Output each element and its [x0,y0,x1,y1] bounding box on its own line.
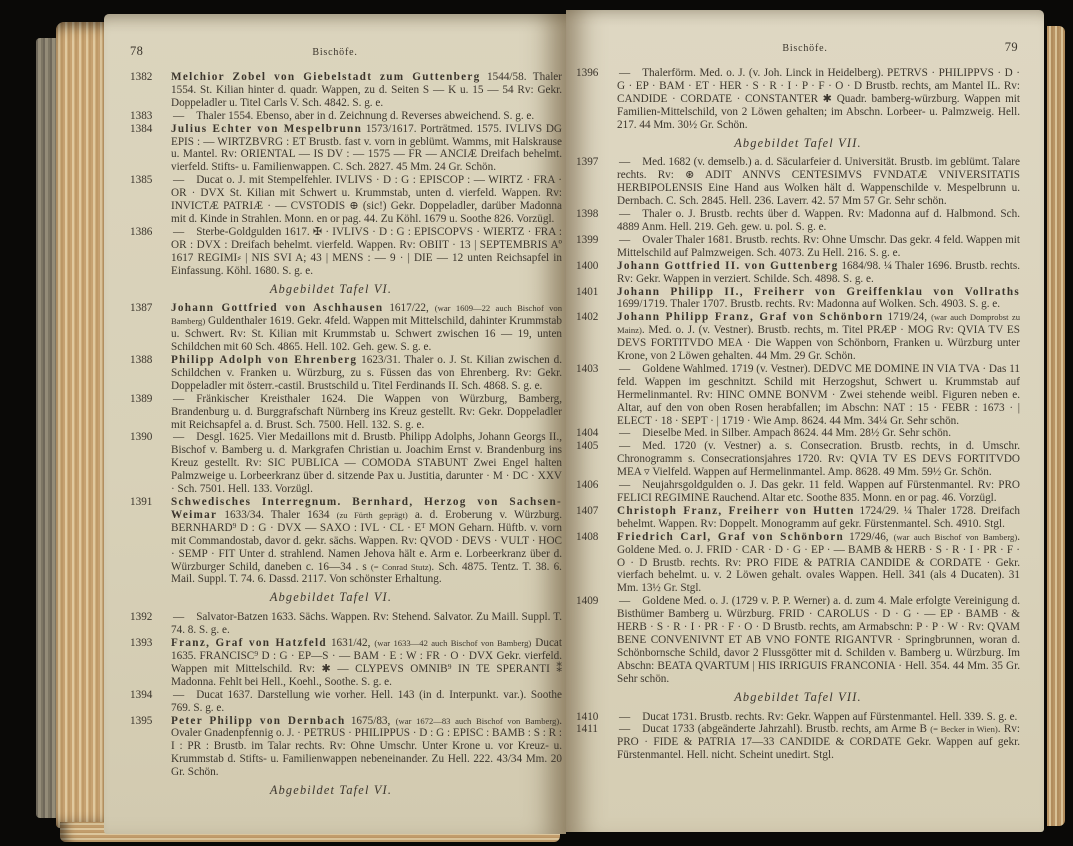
entry-number: 1401 [576,285,599,298]
catalog-entry [130,354,562,393]
catalog-entry [130,689,562,715]
entry-text: — Goldene Wahlmed. 1719 (v. Vestner). DEDVC ME DOMINE IN VIA TVA · Das 11 feld. Wappen im geschnitzt. Schild mit Herzogshut, Schwert u. Krummstab auf Hermelinmantel. Rv: HINC OMNE BONVM · Zwei stehende weibl. Figuren neben e. Altar, auf den von oben Rosen herabfallen; im Abschn: NAT : 15 · FEBR : 1673 · | ELECT · 18 · SEPT · | 1719 · Wie Amp. 8624. 44 Mm. 34¼ Gr. Sehr schön. [617,362,1020,427]
entry-text: — Ducat 1733 (abgeänderte Jahrzahl). Brustb. rechts, am Arme B (= Becker in Wien). Rv: PRO · FIDE & PATRIA 17—33 CANDIDE & CORDATE Gekr. Wappen auf gekr. Fürstenmantel. Hell. nicht. Scheint unedirt. Stgl. [617,723,1020,762]
entry-text: Christoph Franz, Freiherr von Hutten 1724/29. ¼ Thaler 1728. Dreifach behelmt. Wappen. Rv: Doppelt. Monogramm auf gekr. Fürstenmantel. Sch. 4910. Stgl. [617,504,1021,530]
catalog-entry [576,311,1020,363]
entry-number: 1404 [576,427,599,440]
entry-footnote: (zu Fürth geprägt) [336,509,408,520]
entry-text: — Salvator-Batzen 1633. Sächs. Wappen. Rv: Stehend. Salvator. Zu Maill. Suppl. T. 74. 8. S. g. e. [171,611,562,637]
entry-footnote: (war 1672—83 auch Bischof von Bamberg) [395,715,560,726]
catalog-entry [576,711,1020,724]
ditto-dash: — [173,392,185,405]
entry-footnote: (war auch Domprobst zu Mainz) [617,312,1020,336]
entry-person-name: Johann Philipp Franz, Graf von Schönborn [617,311,884,324]
entry-person-name: Schwedisches Interregnum. Bernhard, Herzog von Sachsen-Weimar [171,496,562,521]
entry-number: 1405 [576,440,599,453]
ditto-dash: — [619,595,631,608]
entry-footnote: (war 1609—22 auch Bischof von Bamberg) [171,303,563,327]
ditto-dash: — [173,174,185,187]
entry-person-name: Johann Philipp II., Freiherr von Greiffenklau von Vollraths [617,285,1020,298]
entry-footnote: (= Becker in Wien) [930,724,998,735]
entry-number: 1403 [576,362,599,375]
entry-number: 1411 [576,723,598,736]
ditto-dash: — [173,109,185,122]
catalog-entry [576,595,1020,685]
entry-person-name: Christoph Franz, Freiherr von Hutten [617,504,855,517]
entry-number: 1386 [130,225,153,238]
catalog-entry [130,715,562,780]
page-header-right [592,40,1018,55]
entry-person-name: Johann Gottfried von Aschhausen [171,302,384,315]
entry-text: — Fränkischer Kreisthaler 1624. Die Wappen von Würzburg, Bamberg, Brandenburg u. d. Burggrafschaft Nürnberg ins Kreuz gestellt. Rv: Gekr. Doppeladler mit Reichsapfel a. d. Brust. Sch. 7500. Hell. 132. S. g. e. [171,392,562,431]
ditto-dash: — [173,431,185,444]
entry-text: Peter Philipp von Dernbach 1675/83, (war 1672—83 auch Bischof von Bamberg). Ovaler Gnadenpfennig o. J. · PETRUS · PHILIPPUS · D : G : EPISC : BAMB : S : R : I : PR : Brustb. im Talar rechts. Rv: Ohne Umschr. Unter Krone u. vor Kreuz- u. Krummstab d. Stifts- u. Familienwappen nebeneinander. Zu Hell. 222. 43/34 Mm. 20 Gr. Schön. [171,714,563,779]
entry-person-name: Julius Echter von Mespelbrunn [171,122,363,135]
catalog-entries-right [576,67,1020,762]
catalog-entry [576,723,1020,762]
entry-text: — Med. 1682 (v. demselb.) a. d. Säcularfeier d. Universität. Brustb. im geblümt. Talare rechts. Rv: ⊛ ADIT ANNVS CENTESIMVS FVNDATÆ VNIVERSITATIS HERBIPOLENSIS Eine Hand aus Wolken hält d. Wappenschilde v. Mespelbrunn u. Dernbach. C. Sch. 2845. Hell. 236. Laverr. 42. 57 Mm 57 Gr. Sehr schön. [617,156,1020,208]
ditto-dash: — [619,440,631,453]
catalog-entry [130,611,562,637]
catalog-entry [576,427,1020,440]
catalog-entry [576,286,1020,312]
catalog-entry [576,479,1020,505]
catalog-entry [576,531,1020,596]
entry-number: 1394 [130,688,153,701]
ditto-dash: — [619,479,631,492]
entry-number: 1392 [130,611,153,624]
entry-text: — Ducat 1731. Brustb. rechts. Rv: Gekr. Wappen auf Fürstenmantel. Hell. 339. S. g. e. [619,710,1018,723]
book-page-right [566,10,1044,832]
book-page-left [104,14,566,834]
entry-text: — Ducat 1637. Darstellung wie vorher. Hell. 143 (in d. Interpunkt. var.). Soothe 769. S. g. e. [171,688,562,714]
ditto-dash: — [619,723,631,736]
entry-text: — Thalerförm. Med. o. J. (v. Joh. Linck in Heidelberg). PETRVS · PHILIPPVS · D · G · EP · BAM · ET · HER · S · R · I · P · F · O · D Brustb. rechts, am Mantel IL. Rv: CANDIDE · CORDATE · CONSTANTER ✱ Quadr. bamberg-würzburg. Wappen mit Familien-Mittelschild, von 2 Löwen gehalten; im Abschn. Lorbeer- u. Palmzweig. Hell. 217. 44 Mm. 30½ Gr. Schön. [617,67,1020,131]
entry-person-name: Friedrich Carl, Graf von Schönborn [617,530,845,543]
entry-number: 1400 [576,259,599,272]
ditto-dash: — [619,208,631,221]
entry-number: 1382 [130,71,153,83]
running-header-right: Bischöfe. [782,43,828,54]
catalog-entry [576,156,1020,208]
ditto-dash: — [619,427,631,440]
ditto-dash: — [173,225,185,238]
ditto-dash: — [619,156,631,169]
page-stack-fore-edge-left [56,22,106,828]
entry-person-name: Peter Philipp von Dernbach [171,714,346,727]
entry-footnote: (= Conrad Stutz) [370,561,432,572]
catalog-entry [130,110,562,123]
catalog-entry [130,174,562,226]
entry-person-name: Melchior Zobel von Giebelstadt zum Guttenberg [171,71,481,83]
entry-text: — Neujahrsgoldgulden o. J. Das gekr. 11 feld. Wappen auf Fürstenmantel. Rv: PRO FELICI REGIMINE Rauchend. Altar etc. Soothe 835. Monn. en or pag. 46. Vorzügl. [617,479,1020,504]
catalog-entry [576,234,1020,260]
ditto-dash: — [619,233,631,246]
entry-text: Johann Philipp Franz, Graf von Schönborn 1719/24, (war auch Domprobst zu Mainz). Med. o. J. (v. Vestner). Brustb. rechts, m. Titel PRÆP · MOG Rv: QVIA TV ES DEVS FORTITVDO MEA · Die Wappen von Schönborn, Franken u. Würzburg unter Krone, von 2 Löwen gehalten. 44 Mm. 29 Gr. Schön. [617,311,1020,363]
entry-footnote: (war auch Bischof von Bamberg) [893,531,1018,542]
entry-text: — Goldene Med. o. J. (1729 v. P. P. Werner) a. d. zum 4. Male erfolgte Vereinigung d. Bisthümer Bamberg u. Würzburg. FRID · CAROLUS · D · G · — EP · BAMB · & HERB · S · R · I · PR · F · O · D Brustb. rechts, am Armabschn: P · P · W · Rv: QVAM BENE CONVENIVNT ET AB VNO FONTE RIGANTVR · Springbrunnen, woran d. Schönbornsche Schild, davor 2 Flussgötter mit d. Schilden v. Bamberg u. Würzburg. Im Abschn: BEATA QVARTUM | HIS IRRIGUIS FRANCONIA · Hell. 354. 44 Mm. 35 Gr. Sehr schön. [617,595,1020,685]
entry-text: Schwedisches Interregnum. Bernhard, Herzog von Sachsen-Weimar 1633/34. Thaler 1634 (zu Fürth geprägt) a. d. Eroberung v. Würzburg. BERNHARD⁹ D : G · DVX — SAXO : IVL · CL · Eᵀ MON Geharn. Hüftb. v. vorn mit Commandostab, davor d. gekr. sächs. Wappen. Rv: QVOD · DEVS · VULT · HOC · SEMP · FIT Unter d. strahlend. Namen Jehova hält e. Arm e. Lorbeerkranz über d. Würzburger Schild, daneben c. 16—34 . s (= Conrad Stutz). Sch. 4875. Tentz. T. 38. 6. Mail. Suppl. T. 74. 6. Dassd. 2117. Von schönster Erhaltung. [171,496,563,586]
entry-number: 1406 [576,479,599,492]
book-spine-edge [36,38,58,818]
entry-text: Franz, Graf von Hatzfeld 1631/42, (war 1633—42 auch Bischof von Bamberg) Ducat 1635. FRANCISC⁹ D : G · EP—S · — BAM · E : W : FR · O · DVX Gekr. vierfeld. Wappen mit Mittelschild. Rv: ✱ — CLYPEVS OMNIB⁹ IN TE SPERANTI ⁑ Madonna. Fehlt bei Hell., Koehl., Soothe. S. g. e. [171,637,562,688]
entry-text: — Med. 1720 (v. Vestner) a. s. Consecration. Brustb. rechts, in d. Umschr. Chronogramm s. Consecrationsjahres 1720. Rv: QVIA TV ES DEVS FORTITVDO MEA ▿ Vielfeld. Wappen auf Hermelinmantel. Amp. 8628. 49 Mm. 59½ Gr. Schön. [617,440,1020,479]
entry-number: 1408 [576,530,599,543]
ditto-dash: — [619,710,631,723]
catalog-entry [130,431,562,496]
catalog-entry [576,208,1020,234]
entry-text: Johann Philipp II., Freiherr von Greiffenklau von Vollraths 1699/1719. Thaler 1707. Brustb. rechts. Rv: Madonna auf Wolken. Sch. 4903. S. g. e. [617,285,1020,311]
catalog-entry [130,393,562,432]
entry-number: 1409 [576,595,599,608]
entry-number: 1399 [576,233,599,246]
catalog-entries-left [130,71,562,797]
catalog-entry [576,363,1020,428]
catalog-entry [130,71,562,110]
page-header-left [130,44,540,59]
catalog-entry [576,440,1020,479]
entry-person-name: Franz, Graf von Hatzfeld [171,637,327,650]
entry-number: 1385 [130,174,153,187]
catalog-entry [576,505,1020,531]
page-number-left: 78 [130,44,144,58]
page-stack-edge-right [1047,26,1065,826]
entry-text: Friedrich Carl, Graf von Schönborn 1729/46, (war auch Bischof von Bamberg). Goldene Med. o. J. FRID · CAR · D · G · EP · — BAMB & HERB · S · R · I · PR · F · O · D Brustb. rechts. Rv: PRO FIDE & PATRIA CANDIDE & CORDATE · Gekr. vierfach behelmt. u. v. 2 Löwen gehalt. ovales Wappen. Hell. 341 (als 4 Ducaten). 31 Mm. 13½ Gr. Stgl. [617,530,1020,595]
entry-number: 1395 [130,714,153,727]
plate-caption: Abgebildet Tafel VI. [269,590,393,605]
running-header-left: Bischöfe. [312,47,358,58]
entry-number: 1384 [130,122,153,135]
catalog-entry [576,67,1020,132]
entry-number: 1410 [576,710,599,723]
catalog-entry [130,226,562,278]
entry-text: Melchior Zobel von Giebelstadt zum Guttenberg 1544/58. Thaler 1554. St. Kilian hinter d. quadr. Wappen, zu d. Seiten S — K u. 15 — 54 Rv: Gekr. Doppeladler u. Titel Carls V. Sch. 4842. S. g. e. [171,71,562,109]
entry-number: 1393 [130,637,153,650]
catalog-entry [130,637,562,689]
plate-caption: Abgebildet Tafel VI. [269,281,393,296]
ditto-dash: — [619,67,631,79]
catalog-entry [130,302,562,354]
plate-caption: Abgebildet Tafel VII. [734,135,862,150]
entry-number: 1397 [576,156,599,169]
ditto-dash: — [173,611,185,624]
entry-number: 1407 [576,504,599,517]
entry-person-name: Johann Gottfried II. von Guttenberg [617,259,839,272]
entry-text: — Sterbe-Goldgulden 1617. ✠ · IVLIVS · D : G : EPISCOPVS · WIERTZ · FRA : OR : DVX : Dreifach behelmt. vierfeld. Wappen. Rv: OBIIT · 13 | SEPTEMBRIS Aº 1617 REGIMI⸗ | NIS SVI A; 43 | MENS : — 9 · | DIE — 12 unten Reichsapfel in Einfassung. Köhl. 1680. S. g. e. [171,225,562,277]
ditto-dash: — [173,688,185,701]
entry-number: 1391 [130,496,153,508]
entry-text: — Thaler 1554. Ebenso, aber in d. Zeichnung d. Reverses abweichend. S. g. e. [173,109,535,122]
entry-number: 1389 [130,392,153,405]
entry-text: — Thaler o. J. Brustb. rechts über d. Wappen. Rv: Madonna auf d. Halbmond. Sch. 4889 Anm. Hell. 219. Geh. gew. u. pol. S. g. e. [617,208,1020,233]
entry-text: Julius Echter von Mespelbrunn 1573/1617. Porträtmed. 1575. IVLIVS DG EPIS : — WIRTZBVRG : ET Brustb. fast v. vorn in geblümt. Wamms, mit Halskrause u. Mantel. Rv: ORIENTAL — IS DV : — 1575 — FR — ANCIÆ Dreifach behelmt. vierfeld. Stifts- u. Familienwappen. C. Sch. 2827. 45 Mm. 24 Gr. Schön. [171,122,562,174]
page-number-right: 79 [1004,40,1018,54]
entry-number: 1387 [130,302,153,315]
entry-text: Philipp Adolph von Ehrenberg 1623/31. Thaler o. J. St. Kilian zwischen d. Schildchen v. Franken u. Würzburg, zu s. Füssen das von Ehrenberg. Rv: Gekr. Doppeladler mit österr.-castil. Brustschild u. Titel Ferdinands II. Sch. 4868. S. g. e. [171,354,562,392]
plate-caption: Abgebildet Tafel VII. [734,689,862,704]
entry-person-name: Philipp Adolph von Ehrenberg [171,354,358,367]
catalog-entry [130,496,562,586]
entry-number: 1402 [576,311,599,324]
entry-text: Johann Gottfried von Aschhausen 1617/22, (war 1609—22 auch Bischof von Bamberg) Guldenthaler 1619. Gekr. 4feld. Wappen mit Mittelschild, dahinter Krummstab u. Schwert. Rv: St. Kilian mit Krummstab u. Schwert zwischen 16 — 19, unten Schildchen mit 60 Sch. 4865. Hell. 102. Geh. gew. S. g. e. [171,302,563,354]
entry-text: — Ducat o. J. mit Stempelfehler. IVLIVS · D : G : EPISCOP : — WIRTZ · FRA · OR · DVX St. Kilian mit Schwert u. Krummstab, unten d. vierfeld. Wappen. Rv: INVICTÆ PATRIÆ · — CVSTODIS ⊕ (sic!) Gekr. Doppeladler, darüber Madonna mit d. Kinde in Strahlen. Monn. en or pag. 44. Zu Köhl. 1679 u. Soothe 826. Vorzügl. [171,174,562,225]
entry-number: 1390 [130,431,153,444]
entry-footnote: (war 1633—42 auch Bischof von Bamberg) [374,638,532,649]
plate-caption: Abgebildet Tafel VI. [269,783,393,798]
entry-text: — Desgl. 1625. Vier Medaillons mit d. Brustb. Philipp Adolphs, Johann Georgs II., Bischof v. Bamberg u. d. Markgrafen Christian u. Joachim Ernst v. Brandenburg ins Kreuz gestellt. Rv: SIC PUBLICA — COMODA STABUNT Zwei Engel halten Palmzweige u. Lorbeerkranz über d. sitzende Pax u. Justitia, darunter · M · DC · XXV · Sch. 7501. Hell. 133. Vorzügl. [171,431,562,496]
entry-text: — Dieselbe Med. in Silber. Ampach 8624. 44 Mm. 28½ Gr. Sehr schön. [619,427,952,440]
entry-number: 1396 [576,67,599,79]
entry-number: 1388 [130,354,153,367]
catalog-entry [576,260,1020,286]
entry-text: Johann Gottfried II. von Guttenberg 1684/98. ¼ Thaler 1696. Brustb. rechts. Rv: Gekr. Wappen in verziert. Schilde. Sch. 4898. S. g. e. [617,259,1021,285]
entry-number: 1398 [576,208,599,221]
entry-number: 1383 [130,109,153,122]
ditto-dash: — [619,362,631,375]
entry-text: — Ovaler Thaler 1681. Brustb. rechts. Rv: Ohne Umschr. Das gekr. 4 feld. Wappen mit Mittelschild auf Palmzweigen. Sch. 4073. Zu Hell. 216. S. g. e. [617,233,1020,259]
catalog-entry [130,123,562,175]
